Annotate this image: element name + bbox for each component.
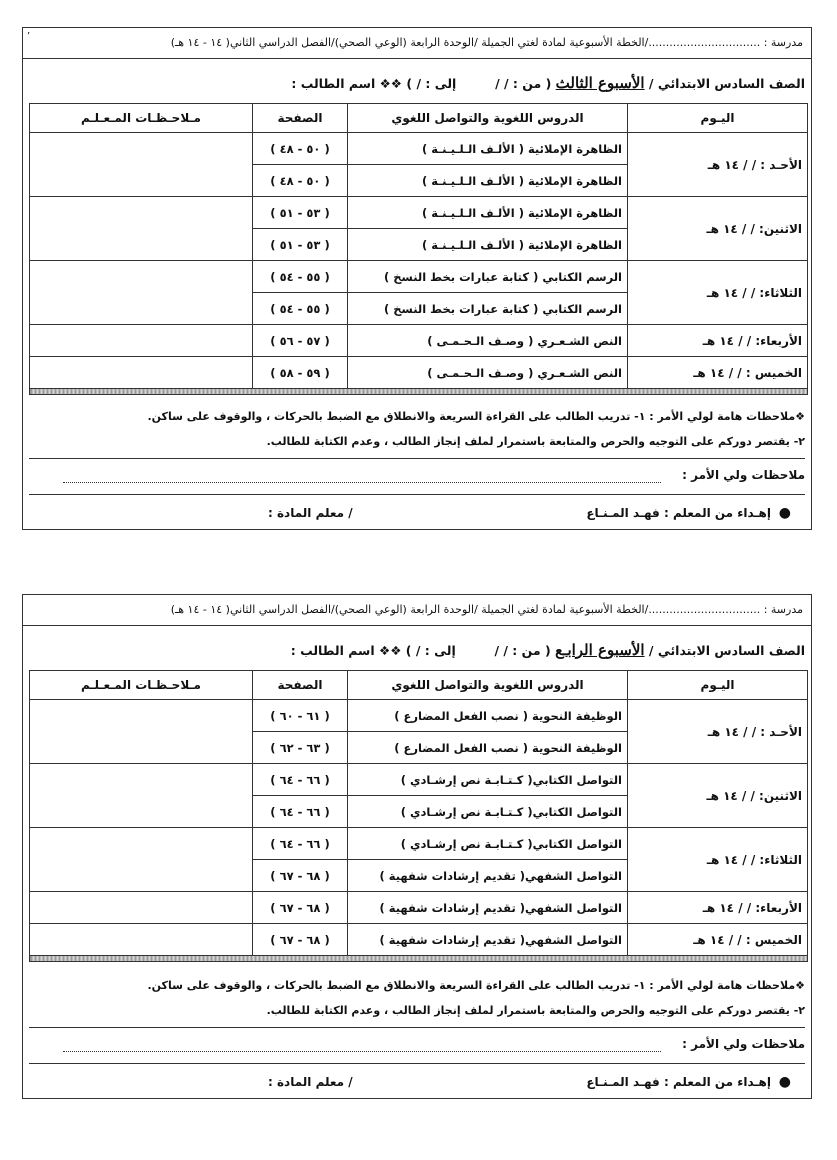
col-page: الصفحة (253, 671, 348, 700)
subject-teacher-label: / معلم المادة : (268, 1075, 353, 1089)
lesson-cell: الوظيفة النحوية ( نصب الفعل المضارع ) (348, 700, 628, 732)
subject-teacher-label: / معلم المادة : (268, 506, 353, 520)
plan-info-line (291, 641, 805, 659)
col-teacher-notes: مـلاحـظـات المـعـلـم (30, 671, 253, 700)
page-cell: ( ٥٣ - ٥١ ) (253, 229, 348, 261)
grade-label: الصف السادس الابتدائي / (648, 76, 805, 91)
col-teacher-notes: مـلاحـظـات المـعـلـم (30, 104, 253, 133)
separator-band (30, 956, 808, 962)
table-row (30, 357, 808, 389)
col-lessons: الدروس اللغوية والتواصل اللغوي (348, 104, 628, 133)
instruction-2: ٢- يقتصر دوركم على التوجيه والحرص والمتابعة باستمرار لملف إنجاز الطالب ، وعدم الكتابة للطالب. (266, 1004, 805, 1017)
parent-notes-label: ملاحظات ولي الأمر : (682, 1037, 805, 1051)
table-header-row (30, 104, 808, 133)
page-cell: ( ٦٦ - ٦٤ ) (253, 828, 348, 860)
table-row (30, 828, 808, 860)
footer-gift (586, 505, 791, 521)
table-row (30, 764, 808, 796)
teacher-notes-cell[interactable] (30, 764, 253, 828)
table-row (30, 924, 808, 956)
page-cell: ( ٦٨ - ٦٧ ) (253, 924, 348, 956)
lesson-cell: التواصل الكتابي( كـتـابـة نص إرشـادي ) (348, 828, 628, 860)
bullet-icon: ● (778, 1074, 791, 1090)
page-cell: ( ٥٠ - ٤٨ ) (253, 165, 348, 197)
lesson-cell: الوظيفة النحوية ( نصب الفعل المضارع ) (348, 732, 628, 764)
parent-notes-field[interactable] (63, 1051, 661, 1052)
day-cell: الأربعاء: / / ١٤ هـ (628, 892, 808, 924)
instruction-1: ❖ملاحظات هامة لولي الأمر : ١- تدريب الطالب على القراءة السريعة والانطلاق مع الضبط بالحركات ، والوقوف على ساكن. (147, 410, 805, 423)
parent-notes-field[interactable] (63, 482, 661, 483)
col-day: اليـوم (628, 671, 808, 700)
teacher-notes-cell[interactable] (30, 357, 253, 389)
day-cell: الأحـد : / / ١٤ هـ (628, 133, 808, 197)
sheet-header: مدرسة : ................................/الخطة الأسبوعية لمادة لغتي الجميلة /الوحدة الرابعة (الوعي الصحي)/الفصل الدراسي الثاني( ١٤ - ١٤ هـ) (23, 595, 811, 626)
teacher-notes-cell[interactable] (30, 325, 253, 357)
col-lessons: الدروس اللغوية والتواصل اللغوي (348, 671, 628, 700)
col-page: الصفحة (253, 104, 348, 133)
day-cell: الأربعاء: / / ١٤ هـ (628, 325, 808, 357)
page-cell: ( ٦٨ - ٦٧ ) (253, 860, 348, 892)
table-row (30, 133, 808, 165)
instruction-2: ٢- يقتصر دوركم على التوجيه والحرص والمتابعة باستمرار لملف إنجاز الطالب ، وعدم الكتابة للطالب. (266, 435, 805, 448)
page-cell: ( ٦٦ - ٦٤ ) (253, 796, 348, 828)
lesson-cell: التواصل الشفهي( تقديم إرشادات شفهية ) (348, 892, 628, 924)
corner-mark: ’ (27, 31, 31, 42)
page-cell: ( ٦٨ - ٦٧ ) (253, 892, 348, 924)
teacher-notes-cell[interactable] (30, 261, 253, 325)
week-label: الأسبوع الثالث (555, 74, 645, 92)
student-name-label: ❖❖ اسم الطالب : (290, 643, 402, 658)
date-to: إلى : / ) (405, 643, 456, 658)
lesson-cell: النص الشـعـري ( وصـف الـحـمـى ) (348, 357, 628, 389)
day-cell: الأحـد : / / ١٤ هـ (628, 700, 808, 764)
day-cell: الخميس : / / ١٤ هـ (628, 924, 808, 956)
table-header-row (30, 671, 808, 700)
teacher-name: فهـد المـنـاع (586, 1075, 660, 1089)
teacher-notes-cell[interactable] (30, 828, 253, 892)
page-cell: ( ٥٩ - ٥٨ ) (253, 357, 348, 389)
day-cell: الاثنين: / / ١٤ هـ (628, 764, 808, 828)
page-cell: ( ٥٠ - ٤٨ ) (253, 133, 348, 165)
table-row (30, 700, 808, 732)
lesson-cell: النص الشـعـري ( وصـف الـحـمـى ) (348, 325, 628, 357)
teacher-notes-cell[interactable] (30, 924, 253, 956)
col-day: اليـوم (628, 104, 808, 133)
day-cell: الثلاثاء: / / ١٤ هـ (628, 828, 808, 892)
grade-label: الصف السادس الابتدائي / (648, 643, 805, 658)
teacher-notes-cell[interactable] (30, 700, 253, 764)
separator-band (30, 389, 808, 395)
page-cell: ( ٥٧ - ٥٦ ) (253, 325, 348, 357)
table-row (30, 892, 808, 924)
weekly-plan-sheet-2 (22, 594, 812, 1099)
parent-instructions (29, 410, 805, 460)
lesson-cell: التواصل الشفهي( تقديم إرشادات شفهية ) (348, 924, 628, 956)
lessons-table (29, 103, 808, 395)
weekly-plan-sheet-1 (22, 27, 812, 530)
date-from: ( من : / / (495, 76, 552, 91)
page-cell: ( ٥٥ - ٥٤ ) (253, 261, 348, 293)
day-cell: الثلاثاء: / / ١٤ هـ (628, 261, 808, 325)
table-row (30, 325, 808, 357)
table-row (30, 261, 808, 293)
week-label: الأسبوع الرابـع (555, 641, 645, 659)
lesson-cell: الرسم الكتابي ( كتابة عبارات بخط النسخ ) (348, 261, 628, 293)
student-name-label: ❖❖ اسم الطالب : (291, 76, 403, 91)
lesson-cell: التواصل الكتابي( كـتـابـة نص إرشـادي ) (348, 764, 628, 796)
gift-label: إهـداء من المعلم : (663, 1075, 771, 1089)
sheet-header: مدرسة : ................................/الخطة الأسبوعية لمادة لغتي الجميلة /الوحدة الرابعة (الوعي الصحي)/الفصل الدراسي الثاني( ١٤ - ١٤ هـ) (23, 28, 811, 59)
parent-notes-label: ملاحظات ولي الأمر : (682, 468, 805, 482)
lesson-cell: الرسم الكتابي ( كتابة عبارات بخط النسخ ) (348, 293, 628, 325)
date-from: ( من : / / (494, 643, 551, 658)
teacher-notes-cell[interactable] (30, 892, 253, 924)
plan-info-line (291, 74, 805, 92)
lesson-cell: الظاهرة الإملائية ( الألـف الـلـيـنـة ) (348, 229, 628, 261)
page-cell: ( ٦١ - ٦٠ ) (253, 700, 348, 732)
divider (29, 1027, 805, 1028)
day-cell: الاثنين: / / ١٤ هـ (628, 197, 808, 261)
teacher-notes-cell[interactable] (30, 197, 253, 261)
lesson-cell: التواصل الشفهي( تقديم إرشادات شفهية ) (348, 860, 628, 892)
gift-label: إهـداء من المعلم : (663, 506, 771, 520)
lesson-cell: الظاهرة الإملائية ( الألـف الـلـيـنـة ) (348, 165, 628, 197)
bullet-icon: ● (778, 505, 791, 521)
teacher-name: فهـد المـنـاع (586, 506, 660, 520)
lessons-table (29, 670, 808, 962)
teacher-notes-cell[interactable] (30, 133, 253, 197)
date-to: إلى : / ) (406, 76, 457, 91)
footer-gift (586, 1074, 791, 1090)
lesson-cell: الظاهرة الإملائية ( الألـف الـلـيـنـة ) (348, 133, 628, 165)
divider (29, 494, 805, 495)
lesson-cell: التواصل الكتابي( كـتـابـة نص إرشـادي ) (348, 796, 628, 828)
table-row (30, 197, 808, 229)
lesson-cell: الظاهرة الإملائية ( الألـف الـلـيـنـة ) (348, 197, 628, 229)
page-cell: ( ٦٣ - ٦٢ ) (253, 732, 348, 764)
instruction-1: ❖ملاحظات هامة لولي الأمر : ١- تدريب الطالب على القراءة السريعة والانطلاق مع الضبط بالحركات ، والوقوف على ساكن. (147, 979, 805, 992)
divider (29, 1063, 805, 1064)
parent-instructions (29, 979, 805, 1029)
page-cell: ( ٥٥ - ٥٤ ) (253, 293, 348, 325)
page-cell: ( ٥٣ - ٥١ ) (253, 197, 348, 229)
day-cell: الخميس : / / ١٤ هـ (628, 357, 808, 389)
page-cell: ( ٦٦ - ٦٤ ) (253, 764, 348, 796)
divider (29, 458, 805, 459)
